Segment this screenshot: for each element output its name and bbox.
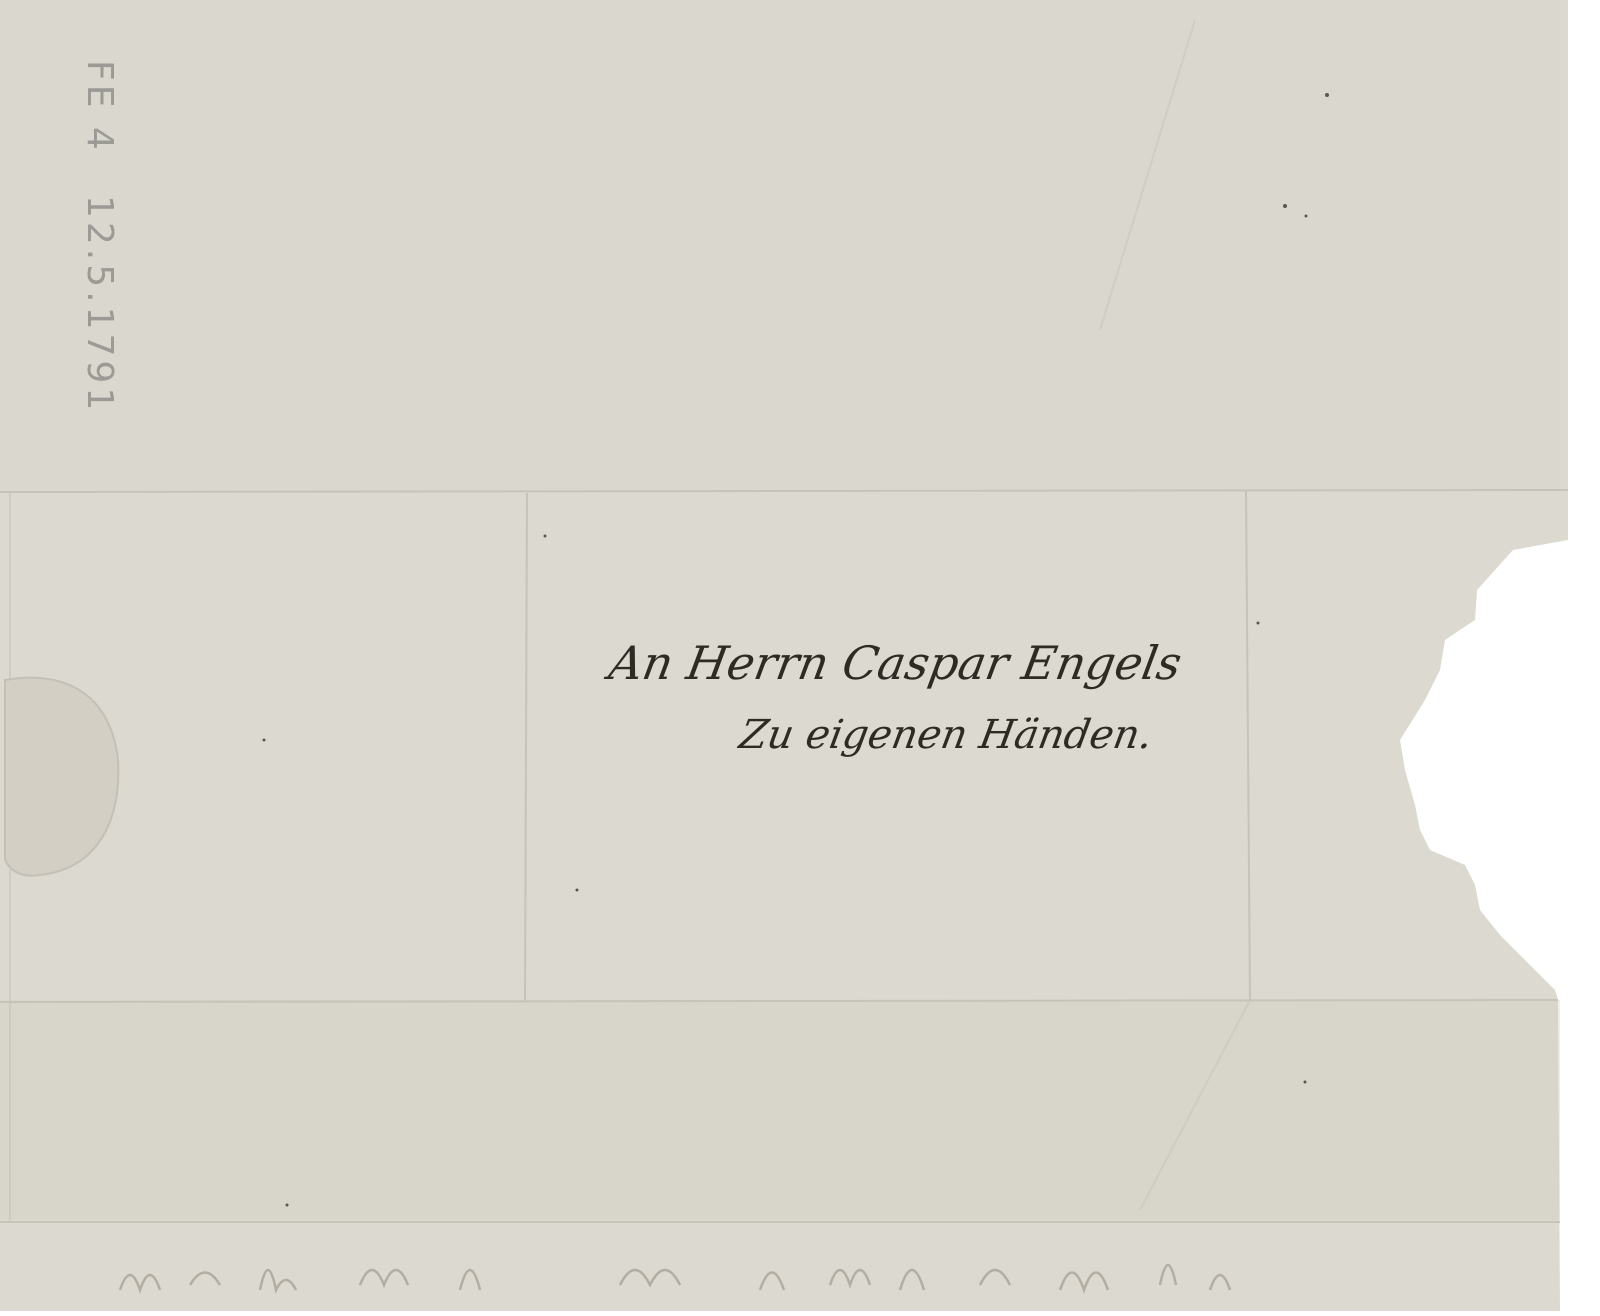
paper-speck (1305, 215, 1308, 218)
paper-speck (1257, 622, 1260, 625)
archive-date: 12.5.1791 (79, 195, 120, 415)
paper-speck (576, 889, 579, 892)
paper-speck (1283, 204, 1287, 208)
archive-shelfmark: FE 4 (79, 60, 120, 154)
paper-speck (544, 535, 547, 538)
address-recipient: An Herrn Caspar Engels (605, 636, 1186, 690)
paper-speck (263, 739, 266, 742)
paper-speck (1304, 1081, 1307, 1084)
paper-speck (1325, 93, 1329, 97)
archive-pencil-note (60, 60, 120, 415)
paper-shading-top (0, 0, 1560, 490)
address-delivery-note: Zu eigenen Händen. (735, 712, 1157, 758)
paper-speck (286, 1204, 289, 1207)
paper-shading-bottom (0, 1000, 1560, 1220)
